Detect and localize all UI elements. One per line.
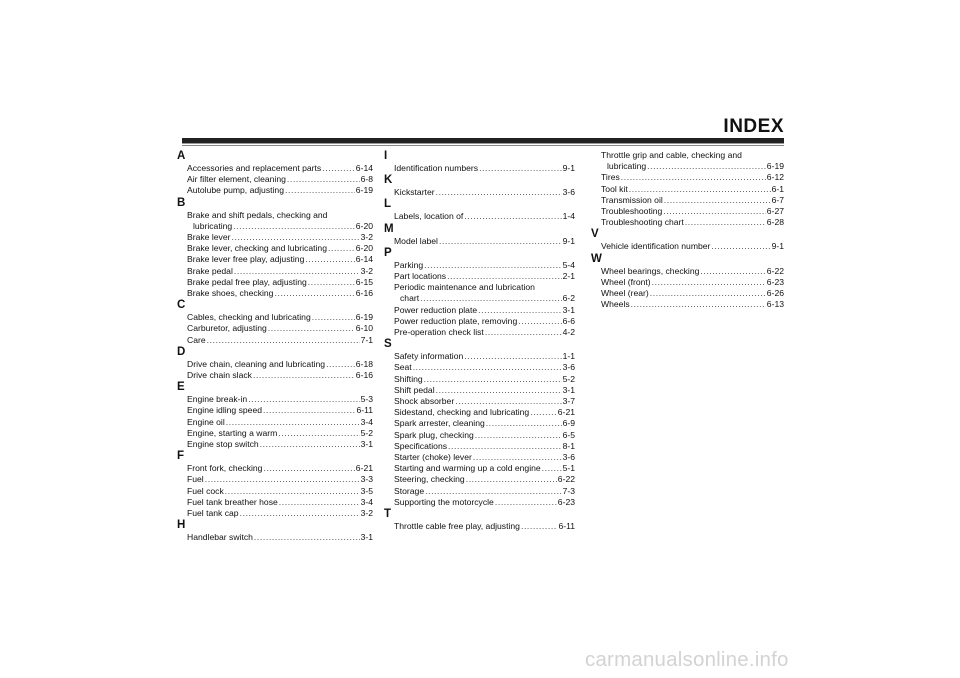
index-page-number: 6-5 [562,429,575,440]
dot-leader [420,293,561,304]
index-page-number: 8-1 [562,440,575,451]
index-entry-text: Seat [394,362,412,373]
dot-leader [486,418,562,429]
header-rule-thin [182,145,784,146]
index-entry-text: Model label [394,235,438,246]
dot-leader [231,232,359,243]
index-entry [384,418,575,429]
index-entry [177,277,373,288]
index-entry [384,452,575,463]
index-page-number: 6-20 [355,243,373,254]
index-page-number: 6-23 [766,276,784,287]
index-column-2 [384,150,575,532]
index-letter-heading: H [177,519,186,532]
index-entry [384,211,575,222]
dot-leader [621,172,766,183]
dot-leader [278,428,359,439]
index-entry [384,463,575,474]
dot-leader [466,474,557,485]
index-page-number: 6-2 [562,293,575,304]
index-entry [591,172,784,183]
index-entry-text: Cables, checking and lubricating [187,312,311,323]
index-entry-text: Drive chain slack [187,370,252,381]
dot-leader [326,359,355,370]
dot-leader [448,441,562,452]
dot-leader [530,407,557,418]
dot-leader [650,288,766,299]
dot-leader [312,312,355,323]
index-entry-text: Troubleshooting [601,206,663,217]
index-entry-text: Spark plug, checking [394,429,474,440]
index-entry [177,486,373,497]
index-entry [384,351,575,362]
index-column-1 [177,150,373,543]
index-page-number: 6-22 [557,474,575,485]
index-page-number: 6-19 [766,161,784,172]
index-entry [177,254,373,265]
dot-leader [495,497,557,508]
index-page-number: 6-14 [355,163,373,173]
index-page-number: 7-1 [360,334,373,345]
index-page-number: 6-16 [355,288,373,299]
index-entry-text: Kickstarter [394,187,435,198]
index-entry [177,370,373,381]
index-letter-heading: T [384,508,392,521]
index-entry-text: Engine stop switch [187,439,259,450]
dot-leader [436,187,562,198]
index-entry-text: Pre-operation check list [394,327,484,338]
index-entry-text: lubricating [193,220,233,231]
index-entry [384,327,575,338]
index-letter-heading: M [384,222,394,235]
index-entry [177,163,373,174]
dot-leader [629,184,771,195]
index-entry-text: Fuel tank cap [187,508,239,519]
index-entry-text: Care [187,334,206,345]
dot-leader [285,185,355,196]
index-entry-text: Periodic maintenance and lubrication [394,282,535,293]
index-page-number: 3-1 [360,439,373,450]
index-page-number: 3-1 [360,532,373,543]
index-entry [177,428,373,439]
index-entry [591,195,784,206]
dot-leader [233,221,355,232]
index-entry [177,417,373,428]
index-entry-text: Sidestand, checking and lubricating [394,407,530,418]
index-page-number: 6-26 [766,288,784,299]
index-entry [384,271,575,282]
index-entry-text: Brake lever free play, adjusting [187,254,305,265]
dot-leader [240,508,360,519]
index-page-number: 3-6 [562,362,575,373]
index-page-number: 7-3 [562,485,575,496]
index-entry [384,385,575,396]
index-entry-text: Brake pedal [187,265,233,276]
index-page-number: 2-1 [562,271,575,282]
index-entry [177,288,373,299]
dot-leader [436,385,562,396]
index-entry [591,241,784,252]
dot-leader [263,405,355,416]
index-page-number: 6-16 [355,370,373,381]
dot-leader [447,271,562,282]
index-page-number: 3-7 [562,396,575,407]
dot-leader [663,206,765,217]
index-entry-text: Spark arrester, cleaning [394,418,485,429]
dot-leader [263,463,354,474]
index-entry-text: Engine idling speed [187,405,263,416]
index-entry [384,260,575,271]
dot-leader [207,335,360,346]
index-page-number: 5-3 [360,394,373,405]
dot-leader [485,327,562,338]
index-entry [591,299,784,310]
index-page-number: 5-4 [562,259,575,270]
dot-leader [254,532,360,543]
index-entry-text: Brake pedal free play, adjusting [187,276,307,287]
index-entry-text: Air filter element, cleaning [187,174,286,185]
index-page-number: 6-23 [557,496,575,507]
dot-leader [424,374,562,385]
index-entry [177,497,373,508]
index-letter-heading: E [177,381,185,394]
index-entry-text: Tool kit [601,183,628,194]
index-page-number: 4-2 [562,327,575,338]
index-entry-text: Accessories and replacement parts [187,163,322,173]
dot-leader [248,394,359,405]
index-letter-heading: W [591,252,602,265]
index-page-number: 6-10 [355,323,373,334]
index-entry-text: Engine break-in [187,394,248,405]
index-entry [384,374,575,385]
dot-leader [711,241,770,252]
dot-leader [685,217,766,228]
dot-leader [439,236,562,247]
index-entry [177,359,373,370]
index-page-number: 6-20 [355,220,373,231]
header-rule [182,138,784,144]
index-letter-heading: V [591,228,599,241]
index-entry-text: Brake lever [187,232,231,243]
index-letter-heading: F [177,450,185,463]
index-entry [384,497,575,508]
index-entry-text: Throttle cable free play, adjusting [394,521,520,532]
index-entry-text: Brake and shift pedals, checking and [187,209,328,220]
index-entry-text: Brake lever, checking and lubricating [187,243,327,254]
index-entry [177,439,373,450]
index-entry-text: Shifting [394,373,423,384]
index-entry-text: Shock absorber [394,396,455,407]
dot-leader [473,452,562,463]
index-letter-heading: C [177,299,186,312]
index-page-number: 6-19 [355,185,373,196]
index-page-number: 6-21 [557,407,575,418]
index-entry-text: Wheel (front) [601,276,651,287]
dot-leader [664,195,771,206]
index-entry-text: Drive chain, cleaning and lubricating [187,358,326,369]
index-page-number: 9-1 [562,163,575,173]
index-entry-text: Front fork, checking [187,463,263,474]
dot-leader [647,161,766,172]
index-entry [591,288,784,299]
index-entry-text: Fuel tank breather hose [187,496,278,507]
dot-leader [205,474,360,485]
index-entry [177,174,373,185]
index-entry [177,243,373,254]
dot-leader [274,288,354,299]
index-page-number: 6-18 [355,358,373,369]
index-letter-heading: L [384,198,392,211]
dot-leader [455,396,561,407]
index-page-number: 5-2 [360,427,373,438]
dot-leader [700,266,765,277]
index-page-number: 1-1 [562,351,575,362]
index-page-number: 9-1 [562,235,575,246]
index-entry [384,163,575,174]
index-page-number: 6-21 [355,463,373,474]
index-entry [384,407,575,418]
index-entry [384,293,575,304]
index-entry-text: Fuel cock [187,485,224,496]
index-entry [177,323,373,334]
dot-leader [328,243,355,254]
index-entry-text: Handlebar switch [187,532,253,543]
dot-leader [464,351,561,362]
index-entry [384,187,575,198]
watermark: carmanualsonline.info [585,648,789,671]
index-entry [591,161,784,172]
index-entry-text: Transmission oil [601,194,663,205]
index-entry [177,335,373,346]
index-page-number: 3-6 [562,187,575,198]
index-letter-heading: B [177,196,186,209]
index-entry [384,396,575,407]
index-entry [177,232,373,243]
dot-leader [253,370,355,381]
dot-leader [518,316,561,327]
index-page-number: 6-11 [356,405,373,416]
dot-leader [268,323,355,334]
index-entry [177,532,373,543]
index-page-number: 3-2 [360,508,373,519]
dot-leader [308,277,355,288]
index-entry-text: Storage [394,485,425,496]
index-entry-text: Starter (choke) lever [394,452,472,463]
index-entry [384,521,575,532]
index-entry [177,312,373,323]
index-letter-heading: I [384,150,388,162]
index-entry [177,266,373,277]
index-entry-text: Carburetor, adjusting [187,323,267,334]
index-entry-text: Steering, checking [394,474,465,485]
index-entry-text: Safety information [394,351,464,362]
index-letter-heading: A [177,150,186,162]
index-entry [177,221,373,232]
index-page-number: 3-4 [360,496,373,507]
index-entry [177,394,373,405]
dot-leader [542,463,562,474]
index-page-number: 1-4 [562,211,575,222]
dot-leader [652,277,766,288]
dot-leader [425,486,561,497]
index-entry [384,236,575,247]
index-page-number: 6-13 [766,299,784,310]
index-entry [384,316,575,327]
index-entry-text: Throttle grip and cable, checking and [601,150,742,160]
dot-leader [631,299,766,310]
page-title: INDEX [723,116,784,137]
index-entry-text: Wheels [601,299,630,310]
dot-leader [226,417,360,428]
dot-leader [413,362,562,373]
dot-leader [260,439,360,450]
index-page-number: 5-1 [562,463,575,474]
index-page-number: 6-9 [562,418,575,429]
dot-leader [225,486,360,497]
index-entry-text: Starting and warming up a cold engine [394,463,541,474]
index-page-number: 6-12 [766,172,784,183]
index-entry-text: Supporting the motorcycle [394,496,494,507]
index-entry-text: Wheel (rear) [601,288,649,299]
index-page-number: 3-2 [360,265,373,276]
index-entry [384,305,575,316]
index-entry-text: Part locations [394,271,447,282]
index-entry-text: Engine oil [187,416,225,427]
index-entry [591,217,784,228]
index-entry-text: Fuel [187,474,204,485]
index-entry-text: Vehicle identification number [601,241,711,252]
dot-leader [475,430,562,441]
index-entry [591,184,784,195]
dot-leader [521,521,557,532]
index-entry-text: Power reduction plate [394,304,478,315]
index-page-number: 6-8 [360,174,373,185]
index-entry [384,486,575,497]
index-entry-text: Brake shoes, checking [187,288,274,299]
index-page-number: 3-6 [562,452,575,463]
index-page-number: 5-2 [562,373,575,384]
index-page-number: 6-28 [766,217,784,228]
index-page-number: 3-1 [562,304,575,315]
index-entry [177,185,373,196]
index-page-number: 3-3 [360,474,373,485]
dot-leader [234,266,360,277]
dot-leader [305,254,354,265]
index-entry-text: Tires [601,172,620,183]
index-entry [384,430,575,441]
dot-leader [479,163,562,174]
index-entry-text: Labels, location of [394,211,464,222]
index-entry-text: Shift pedal [394,384,435,395]
dot-leader [322,163,355,174]
index-entry-text: Autolube pump, adjusting [187,185,284,196]
dot-leader [287,174,360,185]
index-letter-heading: P [384,246,392,259]
index-letter-heading: D [177,345,186,358]
index-entry [384,441,575,452]
index-entry-text: Wheel bearings, checking [601,265,700,276]
index-page-number: 9-1 [771,241,784,252]
index-entry-text: Power reduction plate, removing [394,315,518,326]
index-page-number: 6-7 [771,194,784,205]
index-entry [591,277,784,288]
index-entry [591,266,784,277]
index-page-number: 3-1 [562,384,575,395]
index-entry [591,206,784,217]
dot-leader [464,211,561,222]
index-page-number: 6-15 [355,276,373,287]
index-page-number: 6-19 [355,312,373,323]
index-entry-text: Identification numbers [394,163,479,173]
index-entry [384,362,575,373]
index-entry [177,405,373,416]
index-page-number: 6-6 [562,315,575,326]
index-page-number: 6-1 [771,183,784,194]
index-entry [177,508,373,519]
index-column-3 [591,150,784,310]
index-entry-text: Engine, starting a warm [187,427,278,438]
index-entry-text: Parking [394,259,424,270]
index-entry-text: lubricating [607,161,647,172]
index-entry-text: Specifications [394,440,448,451]
index-page-number: 3-5 [360,485,373,496]
index-page-number: 6-11 [558,521,575,532]
dot-leader [478,305,561,316]
index-entry [177,474,373,485]
index-page-number: 6-27 [766,206,784,217]
dot-leader [424,260,561,271]
index-letter-heading: K [384,174,393,187]
index-letter-heading: S [384,338,392,351]
dot-leader [279,497,360,508]
index-page-number: 6-22 [766,265,784,276]
index-entry-text: chart [400,293,420,304]
index-entry [177,463,373,474]
index-page-number: 3-4 [360,416,373,427]
index-entry-text: Troubleshooting chart [601,217,684,228]
index-page-number: 6-14 [355,254,373,265]
index-page-number: 3-2 [360,232,373,243]
index-entry [384,474,575,485]
